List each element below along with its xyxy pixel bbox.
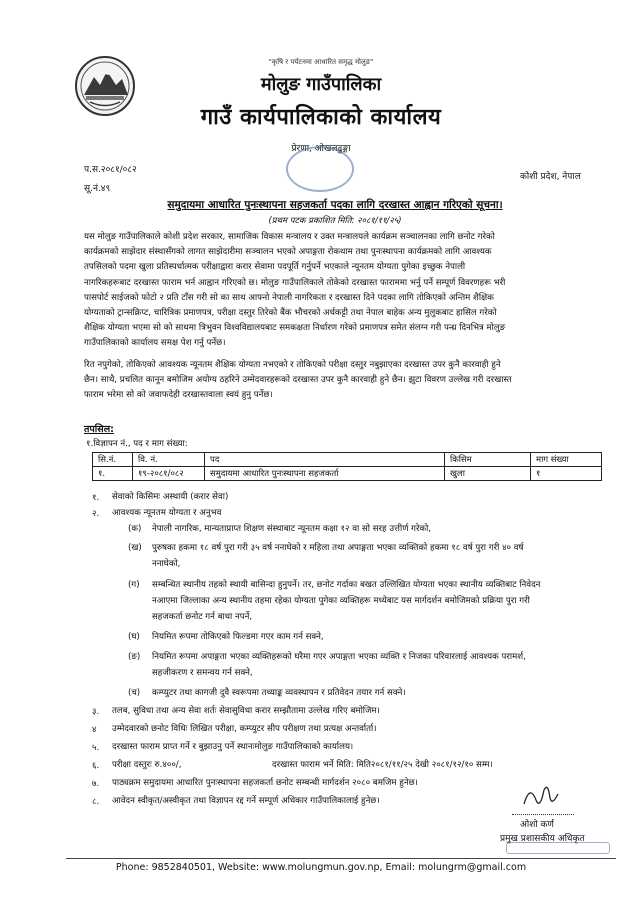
item-number: २. [92, 509, 100, 519]
province-label: कोशी प्रदेश, नेपाल [520, 172, 581, 182]
paragraph-line: यस मोलुङ गाउँपालिकाले कोशी प्रदेश सरकार, सामाजिक विकास मन्त्रालय र उक्त मन्त्रालयले कार्यक्रम सञ्चालनका लागि छनोट गरेको [84, 232, 495, 242]
subitem-line: नियमित रूपमा अपाङ्गता भएका व्यक्तिहरूको घरैमा गएर अपाङ्गता भएका व्यक्ति र निजका परिवारलाई आवश्यक परामर्श, [152, 652, 526, 662]
table-cell: १. [93, 467, 133, 481]
signatory-name: ओशो कर्ण [520, 820, 554, 830]
exam-fee: परीक्षा दस्तुरः रु.४००/, [112, 760, 182, 770]
subitem-line: सम्बन्धित स्थानीय तहको स्थायी बासिन्दा हुनुपर्ने। तर, छनोट गर्दाका बखत उल्लिखित योग्यता भएका स्थानीय व्यक्तिबाट निवेदन [152, 580, 541, 590]
subitem-text [152, 629, 602, 645]
office-location: प्रेरणा, ओखलढुङ्गा [291, 144, 351, 154]
notice-title: समुदायमा आधारित पुनःस्थापना सहजकर्ता पदका लागि दरखास्त आह्वान गरिएको सूचना। [167, 199, 503, 211]
table-cell: समुदायमा आधारित पुनःस्थापना सहजकर्ता [205, 467, 445, 481]
subitem-line: नियमित रूपमा तोकिएको फिल्डमा गएर काम गर्न सक्ने, [152, 632, 324, 642]
item-number: ६. [92, 761, 100, 771]
service-type: सेवाको किसिमः अस्थायी (करार सेवा) [112, 492, 229, 502]
column-header: माग संख्या [531, 453, 602, 467]
table-caption: १.विज्ञापन नं., पद र माग संख्या: [86, 439, 188, 449]
details-heading: तपसिल: [84, 424, 114, 435]
subitem-label: (ग) [128, 580, 140, 590]
paragraph-line: कार्यक्रमको साझेदार संस्थासँगको लागत साझेदारीमा सञ्चालन भएको अपाङ्गता रोकथाम तथा पुनःस्थापना कार्यक्रमको लागि आवश्यक [84, 247, 492, 258]
item-number: ५. [92, 743, 100, 753]
subitem-line: कम्प्युटर तथा कागजी दुवै स्वरूपमा तथ्याङ्क व्यवस्थापन र प्रतिवेदन तयार गर्न सक्ने। [152, 688, 406, 698]
paragraph-line: योग्यताको ट्रान्सक्रिप्ट, चारित्रिक प्रमाणपत्र, परीक्षा दस्तुर तिरेको बैंक भौचरको अर्धकट्टी तथा नेपाल बाहेक अन्य मुलुकबाट हासिल गरेको [84, 308, 497, 319]
application-dates: दरखास्त फाराम भर्ने मिति: मिति२०८१/११/२५ देखी २०८१/१२/१० सम्म। [272, 760, 493, 770]
subitem-text [152, 649, 602, 681]
paragraph-line: तपसिलको पदमा खुला प्रतिस्पर्धात्मक परीक्षाद्वारा करार सेवामा पदपूर्ति गर्नुपर्ने भएकाले न्यूनतम योग्यता पुगेका इच्छुक नेपाली [84, 262, 466, 273]
authority-note: आवेदन स्वीकृत/अस्वीकृत तथा विज्ञापन रद्द गर्ने सम्पूर्ण अधिकार गाउँपालिकालाई हुनेछ। [112, 796, 380, 806]
subitem-label: (घ) [128, 632, 140, 642]
paragraph-line: पासपोर्ट साईजको फोटो २ प्रति टाँस गरी सो का साथ आफ्नो नेपाली नागरिकता र दरखास्त दिने पदका लागि तोकिएको अन्तिम शैक्षिक [84, 292, 494, 303]
reference-number: सू.नं.४९ [84, 184, 111, 194]
table-header-row [93, 453, 602, 467]
subitem-line: नेपाली नागरिक, मान्यताप्राप्त शिक्षण संस्थाबाट न्यूनतम कक्षा १२ वा सो सरह उत्तीर्ण गरेको, [152, 524, 432, 534]
signature-icon [520, 780, 560, 812]
column-header: सि.नं. [93, 453, 133, 467]
table-row [93, 467, 602, 481]
subitem-label: (ङ) [128, 652, 141, 662]
table-cell: १९-२०८१/०८२ [133, 467, 205, 481]
column-header: पद [205, 453, 445, 467]
vacancy-table [92, 452, 602, 481]
municipality-name: मोलुङ गाउँपालिका [260, 74, 382, 95]
subitem-text [152, 577, 602, 625]
subitem-label: (ख) [128, 543, 142, 553]
paragraph-line: रित नपुगेको, तोकिएको आवश्यक न्यूनतम शैक्षिक योग्यता नभएको र तोकिएको परीक्षा दस्तुर नबुझाएका दरखास्त उपर कुनै कारवाही हुने [84, 360, 501, 370]
subitem-label: (क) [128, 524, 142, 534]
subitem-text [152, 540, 602, 572]
subitem-line: नआएमा जिल्लाका अन्य स्थानीय तहमा रहेका योग्यता पुगेका व्यक्तिहरू मध्येबाट यस मार्गदर्शन बमोजिमको प्रक्रिया पुरा गरी [152, 596, 530, 606]
subitem-text [152, 521, 602, 537]
item-number: १. [92, 493, 100, 503]
fiscal-year: प.स.२०८१/०८२ [84, 165, 137, 175]
tagline: "कृषि र पर्यटनमा आधारित समृद्ध मोलुङ" [268, 58, 374, 66]
item-number: ८. [92, 797, 100, 807]
item-number: ७. [92, 779, 100, 789]
footer-divider [66, 858, 616, 859]
table-cell: १ [531, 467, 602, 481]
notice-subtitle: (प्रथम पटक प्रकाशित मिति: २०८१/११/२५) [268, 216, 402, 226]
notice-paragraph-2 [84, 358, 614, 404]
subitem-line: सहजकर्ता छनोट गर्न बाधा नपर्ने, [152, 612, 253, 622]
paragraph-line: गाउँपालिकाको कार्यालय समक्ष पेश गर्नु पर्नेछ। [84, 338, 226, 349]
paragraph-line: फाराम भरेमा सो को जवाफदेही दरखास्तवाला स्वयं हुनु पर्नेछ। [84, 390, 273, 401]
subitem-text [152, 685, 602, 701]
paragraph-line: शैक्षिक योग्यता भएमा सो को साथमा त्रिभुवन विश्वविद्यालयबाट समकक्षता निर्धारण गरेको प्रमाणपत्र समेत संलग्न गरी पन्ध्र दिनभित्र मोलुङ [84, 323, 506, 334]
subitem-line: ननाघेको, [152, 559, 181, 569]
subitem-line: सहजीकरण र समन्वय गर्न सक्ने, [152, 668, 253, 678]
column-header: किसिम [445, 453, 531, 467]
subitem-label: (च) [128, 688, 141, 698]
item-number: ४ [92, 725, 97, 735]
item-number: ३. [92, 707, 100, 717]
office-stamp-icon [286, 146, 354, 192]
salary-terms: तलब, सुविधा तथा अन्य सेवा शर्तः सेवासुविधा करार सम्झौतामा उल्लेख गरिए बमोजिम। [112, 706, 380, 716]
office-name: गाउँ कार्यपालिकाको कार्यालय [200, 105, 442, 130]
footer-contact: Phone: 9852840501, Website: www.molungmun.gov.np, Email: molungrm@gmail.com [115, 862, 527, 873]
selection-method: उम्मेदवारको छनोट विधिः लिखित परीक्षा, कम्प्युटर सीप परीक्षण तथा प्रत्यक्ष अन्तर्वार्ता। [112, 724, 377, 734]
table-cell: खुला [445, 467, 531, 481]
notice-paragraph-1 [84, 230, 614, 352]
curriculum-note: पाठ्यक्रम समुदायमा आधारित पुनःस्थापना सहजकर्ता छनोट सम्बन्धी मार्गदर्शन २०८० बमजिम हुनेछ। [112, 778, 418, 788]
designation-stamp-icon [506, 842, 610, 854]
application-location: दरखास्त फाराम प्राप्त गर्ने र बुझाउनु पर्ने स्थानःमोलुङ गाउँपालिकाको कार्यालय। [112, 742, 354, 752]
column-header: वि. नं. [133, 453, 205, 467]
qualification-heading: आवश्यक न्यूनतम योग्यता र अनुभव [112, 508, 222, 518]
signatory-designation: प्रमुख प्रशासकीय अधिकृत [500, 834, 585, 844]
paragraph-line: छैन। साथै, प्रचलित कानून बमोजिम अयोग्य ठहरिने उम्मेदवारहरूको दरखास्त उपर कुनै कारवाही हुने छैन। झुटा विवरण उल्लेख गरी दरखास्त [84, 375, 512, 386]
signature-dotted-line [512, 814, 574, 815]
subitem-line: पुरुषका हकमा १८ वर्ष पुरा गरी ३५ वर्ष ननाघेको र महिला तथा अपाङ्गता भएका व्यक्तिको हकमा १८ वर्ष पुरा गरी ४० वर्ष [152, 543, 524, 553]
paragraph-line: नागरिकहरूबाट दरखास्त फाराम भर्न आह्वान गरिएको छ। मोलुङ गाउँपालिकाले तोकेको दरखास्त फाराममा भर्नु पर्ने सम्पूर्ण विवरणहरू भरी [84, 277, 506, 288]
